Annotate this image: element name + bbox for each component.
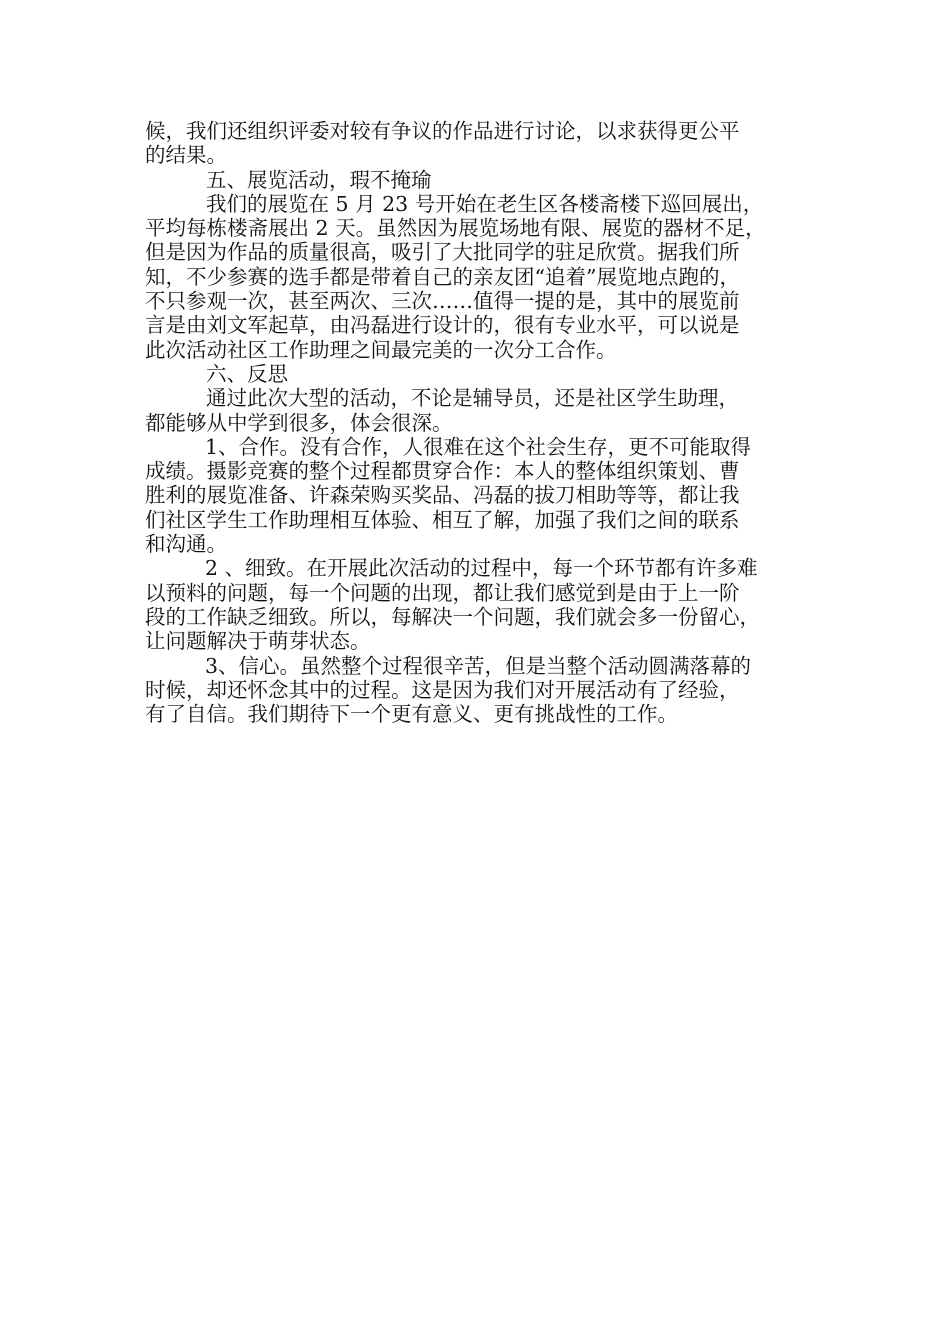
section-heading: 五、展览活动，瑕不掩瑜 bbox=[206, 167, 432, 192]
text-line: 我们的展览在 5 月 23 号开始在老生区各楼斋楼下巡回展出， bbox=[206, 191, 764, 216]
text-line: 2 、细致。在开展此次活动的过程中，每一个环节都有许多难 bbox=[205, 556, 758, 581]
text-line: 有了自信。我们期待下一个更有意义、更有挑战性的工作。 bbox=[145, 702, 678, 727]
text-line: 平均每栋楼斋展出 2 天。虽然因为展览场地有限、展览的器材不足， bbox=[145, 216, 766, 241]
text-line: 此次活动社区工作助理之间最完美的一次分工合作。 bbox=[145, 337, 617, 362]
section-heading: 六、反思 bbox=[206, 361, 288, 386]
text-line: 胜利的展览准备、许森荣购买奖品、冯磊的拔刀相助等等，都让我 bbox=[145, 483, 740, 508]
text-line: 1、合作。没有合作，人很难在这个社会生存，更不可能取得 bbox=[205, 434, 752, 459]
document-body bbox=[145, 119, 821, 726]
text-line: 时候，却还怀念其中的过程。这是因为我们对开展活动有了经验， bbox=[145, 677, 740, 702]
text-line: 但是因为作品的质量很高，吸引了大批同学的驻足欣赏。据我们所 bbox=[145, 240, 740, 265]
text-line: 知，不少参赛的选手都是带着自己的亲友团“追着”展览地点跑的， bbox=[145, 264, 740, 289]
text-line: 成绩。摄影竞赛的整个过程都贯穿合作：本人的整体组织策划、曹 bbox=[145, 459, 740, 484]
text-line: 候，我们还组织评委对较有争议的作品进行讨论，以求获得更公平 bbox=[145, 119, 740, 143]
text-line: 的结果。 bbox=[145, 143, 227, 168]
text-line: 以预料的问题，每一个问题的出现，都让我们感觉到是由于上一阶 bbox=[145, 580, 740, 605]
text-line: 段的工作缺乏细致。所以，每解决一个问题，我们就会多一份留心， bbox=[145, 604, 760, 629]
text-line: 和沟通。 bbox=[145, 532, 227, 557]
text-line: 通过此次大型的活动，不论是辅导员，还是社区学生助理， bbox=[206, 386, 739, 411]
text-line: 都能够从中学到很多，体会很深。 bbox=[145, 410, 453, 435]
text-line: 言是由刘文军起草，由冯磊进行设计的，很有专业水平，可以说是 bbox=[145, 313, 740, 338]
text-line: 让问题解决于萌芽状态。 bbox=[145, 629, 371, 654]
text-line: 3、信心。虽然整个过程很辛苦，但是当整个活动圆满落幕的 bbox=[205, 653, 752, 678]
text-line: 们社区学生工作助理相互体验、相互了解，加强了我们之间的联系 bbox=[145, 507, 740, 532]
text-line: 不只参观一次，甚至两次、三次……值得一提的是，其中的展览前 bbox=[145, 289, 740, 314]
